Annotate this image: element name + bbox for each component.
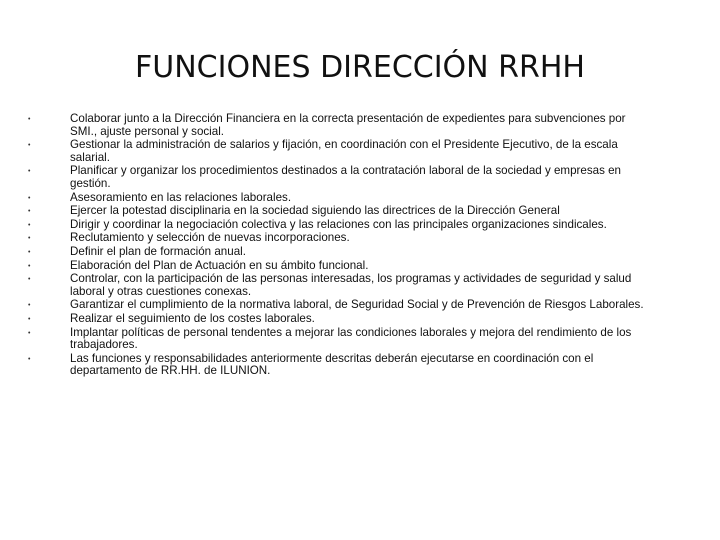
list-item-text: Definir el plan de formación anual. (70, 244, 246, 258)
list-item-text: Gestionar la administración de salarios y fijación, en coordinación con el Presidente Ejecutivo, de la escala salarial. (70, 138, 618, 164)
bullet-icon: • (28, 355, 31, 363)
list-item-text: Elaboración del Plan de Actuación en su ámbito funcional. (70, 258, 369, 272)
bullet-list (28, 113, 650, 379)
list-item-text: Implantar políticas de personal tendentes a mejorar las condiciones laborales y mejora del rendimiento de los trabajadores. (70, 325, 632, 352)
list-item-text: Colaborar junto a la Dirección Financiera en la correcta presentación de expedientes para subvenciones por SMI., ajuste personal y social. (70, 112, 626, 138)
bullet-icon: • (28, 208, 31, 216)
list-item (28, 232, 650, 245)
bullet-icon: • (28, 221, 31, 229)
bullet-icon: • (28, 116, 31, 123)
slide-title: FUNCIONES DIRECCIÓN RRHH (135, 50, 585, 85)
bullet-icon: • (28, 329, 31, 337)
bullet-icon: • (28, 262, 31, 270)
list-item (28, 205, 650, 218)
list-item (28, 246, 650, 259)
bullet-icon: • (28, 194, 31, 202)
bullet-icon: • (28, 168, 31, 176)
list-item-text: Garantizar el cumplimiento de la normativa laboral, de Seguridad Social y de Prevención de Riesgos Laborales. (70, 298, 644, 312)
list-item (28, 299, 650, 312)
bullet-icon: • (28, 235, 31, 243)
list-item (28, 353, 650, 378)
list-item (28, 313, 650, 326)
list-item (28, 139, 650, 164)
list-item-text: Asesoramiento en las relaciones laborales. (70, 190, 292, 204)
list-item (28, 219, 650, 232)
list-item (28, 327, 650, 352)
list-item (28, 192, 650, 205)
list-item (28, 113, 650, 138)
list-item-text: Ejercer la potestad disciplinaria en la sociedad siguiendo las directrices de la Dirección General (70, 204, 560, 218)
bullet-icon: • (28, 142, 31, 150)
list-item-text: Controlar, con la participación de las personas interesadas, los programas y actividades de seguridad y salud laboral y otras cuestiones conexas. (70, 272, 632, 298)
list-item-text: Planificar y organizar los procedimientos destinados a la contratación laboral de la sociedad y empresas en gestión. (70, 164, 622, 190)
bullet-icon: • (28, 276, 31, 284)
list-item (28, 165, 650, 190)
list-item (28, 260, 650, 273)
bullet-icon: • (28, 315, 31, 323)
list-item-text: Realizar el seguimiento de los costes laborales. (70, 311, 315, 325)
bullet-icon: • (28, 248, 31, 256)
list-item-text: Dirigir y coordinar la negociación colectiva y las relaciones con las principales organizaciones sindicales. (70, 217, 607, 231)
list-item (28, 273, 650, 298)
bullet-icon: • (28, 302, 31, 310)
list-item-text: Reclutamiento y selección de nuevas incorporaciones. (70, 231, 350, 245)
list-item-text: Las funciones y responsabilidades anteriormente descritas deberán ejecutarse en coordinación con el departamento de RR.HH. de ILUNION. (70, 351, 594, 378)
